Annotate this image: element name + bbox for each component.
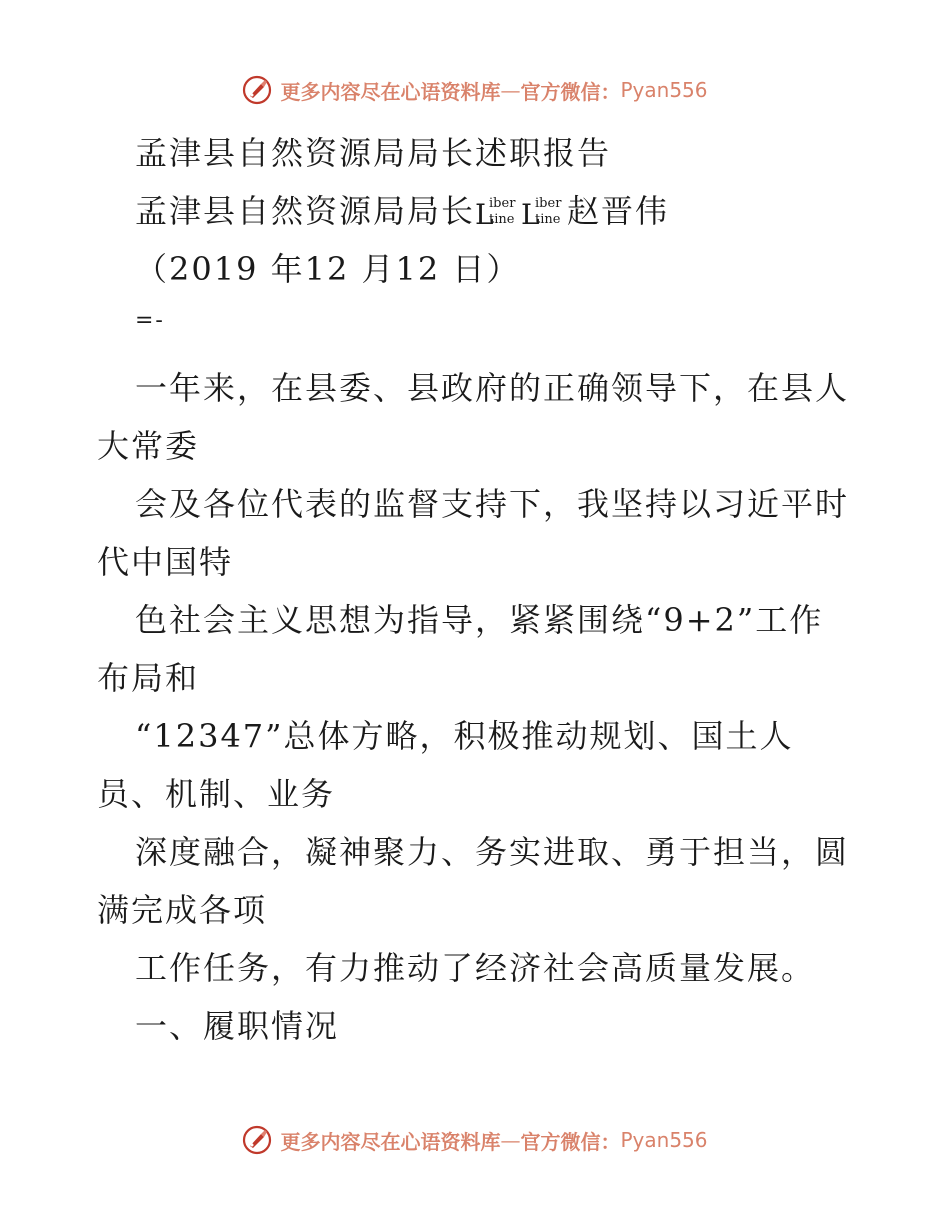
author-line (135, 186, 669, 232)
pen-nib-logo-icon (242, 75, 272, 105)
watermark-separator: — (500, 78, 521, 102)
watermark-wechat-id: Pyan556 (620, 1128, 708, 1152)
watermark-header (0, 70, 950, 110)
watermark-main-text: 更多内容尽在心语资料库 (280, 1129, 501, 1154)
section-heading: 一、履职情况 (135, 1007, 340, 1045)
paragraph-line: 布局和 (97, 659, 200, 697)
paragraph-line: 满完成各项 (97, 891, 268, 929)
paragraph-line: 员、机制、业务 (97, 775, 336, 813)
divider-mark: =- (135, 308, 165, 333)
watermark-label: 官方微信： (520, 79, 621, 104)
paragraph-line: 代中国特 (97, 543, 234, 581)
author-name: 赵晋伟 (567, 192, 670, 230)
watermark-footer (0, 1120, 950, 1160)
author-prefix: 孟津县自然资源局局长 (135, 192, 476, 230)
document-title: 孟津县自然资源局局长述职报告 (135, 134, 612, 172)
paragraph-line: 大常委 (97, 427, 200, 465)
liber-tine-glyph: L iber tine (475, 195, 516, 231)
paragraph-line: 深度融合，凝神聚力、务实进取、勇于担当，圆 (135, 833, 850, 871)
watermark-main-text: 更多内容尽在心语资料库 (280, 79, 501, 104)
watermark-label: 官方微信： (520, 1129, 621, 1154)
watermark-separator: — (500, 1128, 521, 1152)
paragraph-line: 色社会主义思想为指导，紧紧围绕“9+2”工作 (135, 601, 824, 639)
paragraph-line: 会及各位代表的监督支持下，我坚持以习近平时 (135, 485, 850, 523)
watermark-wechat-id: Pyan556 (620, 78, 708, 102)
report-date: （2019 年12 月12 日） (135, 250, 521, 288)
pen-nib-logo-icon (242, 1125, 272, 1155)
liber-tine-glyph: L iber tine (521, 195, 562, 231)
paragraph-line: “12347”总体方略，积极推动规划、国土人 (135, 717, 794, 755)
paragraph-line: 工作任务，有力推动了经济社会高质量发展。 (135, 949, 816, 987)
paragraph-line: 一年来，在县委、县政府的正确领导下，在县人 (135, 369, 850, 407)
